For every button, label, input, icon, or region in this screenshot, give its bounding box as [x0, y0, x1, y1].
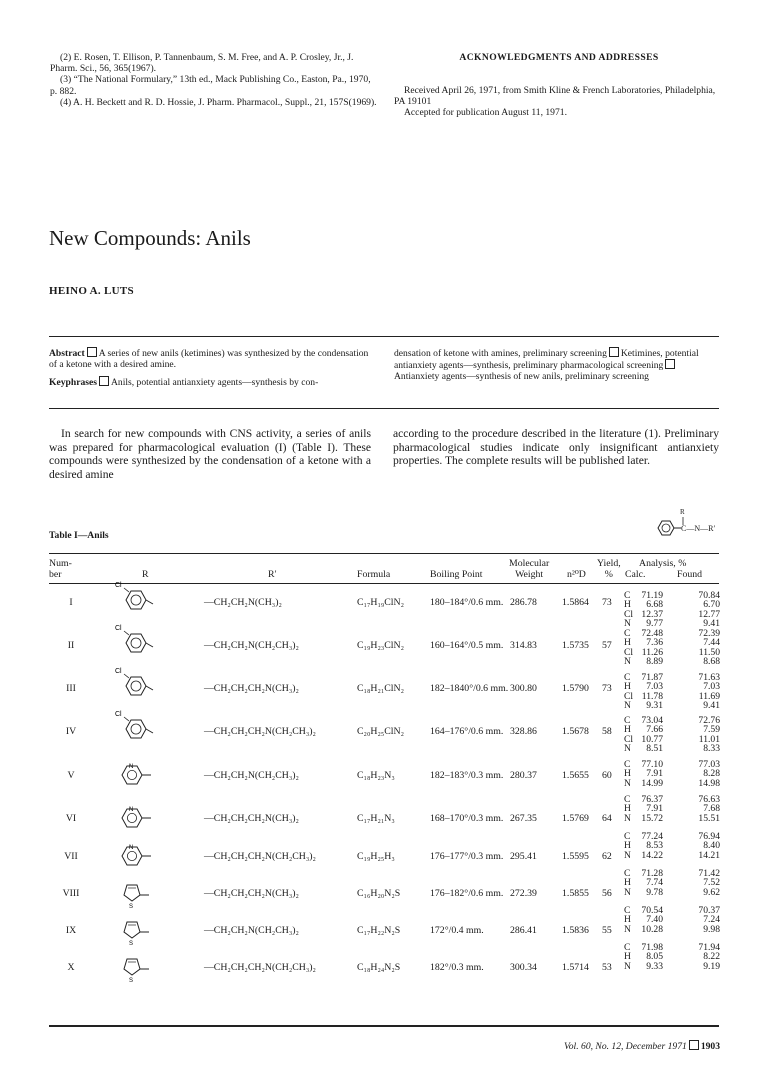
analysis-block	[624, 943, 720, 971]
header-rprime: R′	[268, 569, 277, 580]
thienyl-structure-icon	[115, 880, 157, 915]
analysis-line	[624, 814, 720, 823]
analysis-found: 9.62	[703, 886, 720, 898]
yield: 73	[602, 597, 612, 608]
formula: C₁₈H₂₃N₃	[357, 770, 395, 781]
analysis-calc: 9.33	[646, 960, 663, 972]
row-number: X	[67, 962, 75, 973]
svg-text:S: S	[129, 978, 134, 984]
boiling-point: 182–183°/0.3 mm.	[430, 770, 504, 781]
acknowledgments-heading: ACKNOWLEDGMENTS AND ADDRESSES	[459, 52, 659, 63]
svg-text:Cl: Cl	[115, 625, 122, 632]
header-r: R	[142, 569, 149, 580]
analysis-found: 76.94	[698, 831, 720, 842]
header-yield: Yield, %	[597, 558, 621, 580]
analysis-found: 72.76	[698, 715, 720, 726]
refractive-index: 1.5678	[562, 726, 589, 737]
yield: 58	[602, 726, 612, 737]
table-bottom-rule	[49, 1025, 719, 1027]
analysis-found: 9.41	[703, 618, 720, 630]
box-glyph	[689, 1040, 699, 1050]
r-prime: —CH₂CH₂N(CH₂CH₃)₂	[204, 640, 299, 651]
molecular-weight: 328.86	[510, 726, 537, 737]
analysis-found: 71.42	[698, 868, 720, 879]
boiling-point: 180–184°/0.6 mm.	[430, 597, 504, 608]
analysis-element: N	[624, 743, 631, 755]
analysis-found: 8.40	[703, 840, 720, 852]
header-refractive-index: n²⁰D	[567, 569, 586, 580]
abstract-left	[49, 347, 374, 389]
abstract-right-text-2: Ketimines, potential antianxiety agents—synthesis, preliminary pharmacological screening	[394, 348, 699, 372]
analysis-element: N	[624, 618, 631, 630]
analysis-found: 72.39	[698, 628, 720, 639]
refractive-index: 1.5769	[562, 813, 589, 824]
box-glyph	[609, 347, 619, 357]
svg-text:S: S	[129, 941, 134, 947]
analysis-element: N	[624, 700, 631, 712]
analysis-element: N	[624, 923, 631, 935]
received-note: Received April 26, 1971, from Smith Kline & French Laboratories, Philadelphia, PA 19101	[394, 85, 716, 108]
yield: 73	[602, 683, 612, 694]
refractive-index: 1.5595	[562, 851, 589, 862]
analysis-element: H	[624, 951, 631, 963]
molecular-weight: 300.34	[510, 962, 537, 973]
analysis-element: H	[624, 724, 631, 736]
analysis-found: 70.37	[698, 905, 720, 916]
r-prime: —CH₂CH₂CH₂N(CH₂CH₃)₂	[204, 726, 316, 737]
svg-text:N: N	[129, 764, 134, 770]
analysis-calc: 71.98	[641, 942, 663, 953]
accepted-note: Accepted for publication August 11, 1971.	[404, 107, 567, 119]
header-number: Num- ber	[49, 558, 72, 580]
molecular-weight: 295.41	[510, 851, 537, 862]
chlorophenyl-structure-icon	[115, 664, 157, 705]
pyridyl-structure-icon	[115, 805, 157, 840]
refractive-index: 1.5714	[562, 962, 589, 973]
analysis-calc: 15.72	[641, 812, 663, 824]
analysis-element: H	[624, 599, 631, 611]
analysis-line	[624, 779, 720, 788]
analysis-calc: 9.77	[646, 618, 663, 630]
boiling-point: 172°/0.4 mm.	[430, 925, 484, 936]
abstract-right-text: densation of ketone with amines, preliminary screening	[394, 348, 607, 359]
analysis-block	[624, 760, 720, 788]
row-number: VII	[64, 851, 78, 862]
yield: 64	[602, 813, 612, 824]
yield: 60	[602, 770, 612, 781]
analysis-found: 77.03	[698, 759, 720, 770]
svg-text:Cl: Cl	[115, 711, 122, 718]
analysis-found: 8.28	[703, 768, 720, 780]
analysis-calc: 72.48	[641, 628, 663, 639]
formula: C₁₇H₁₉ClN₂	[357, 597, 405, 608]
analysis-calc: 7.03	[646, 681, 663, 693]
r-prime: —CH₂CH₂N(CH₂CH₃)₂	[204, 925, 299, 936]
header-analysis: Analysis, %	[639, 558, 687, 569]
analysis-calc: 10.28	[641, 923, 663, 935]
molecular-weight: 272.39	[510, 888, 537, 899]
analysis-calc: 73.04	[641, 715, 663, 726]
page-number: 1903	[700, 1041, 720, 1052]
formula: C₁₈H₂₄N₂S	[357, 962, 401, 973]
header-formula: Formula	[357, 569, 391, 580]
analysis-element: N	[624, 777, 631, 789]
r-prime: —CH₂CH₂CH₂N(CH₃)₂	[204, 683, 299, 694]
yield: 56	[602, 888, 612, 899]
r-prime: —CH₂CH₂CH₂N(CH₃)₂	[204, 888, 299, 899]
analysis-calc: 14.99	[641, 777, 663, 789]
r-prime: —CH₂CH₂CH₂N(CH₃)₂	[204, 813, 299, 824]
page-footer	[500, 1040, 720, 1052]
r-prime: —CH₂CH₂CH₂N(CH₂CH₃)₂	[204, 851, 316, 862]
analysis-line	[624, 744, 720, 753]
boiling-point: 182–1840°/0.6 mm.	[430, 683, 509, 694]
analysis-block	[624, 629, 720, 667]
r-prime: —CH₂CH₂CH₂N(CH₂CH₃)₂	[204, 962, 316, 973]
article-title: New Compounds: Anils	[49, 226, 251, 250]
analysis-calc: 7.74	[646, 877, 663, 889]
reference-3: (3) “The National Formulary,” 13th ed., Mack Publishing Co., Easton, Pa., 1970, p. 882.	[50, 74, 371, 97]
analysis-found: 11.50	[698, 646, 720, 658]
row-number: II	[67, 640, 75, 651]
header-found: Found	[677, 569, 703, 580]
yield: 62	[602, 851, 612, 862]
boiling-point: 164–176°/0.6 mm.	[430, 726, 504, 737]
boiling-point: 176–177°/0.3 mm.	[430, 851, 504, 862]
analysis-found: 7.52	[703, 877, 720, 889]
analysis-found: 7.03	[703, 681, 720, 693]
analysis-found: 8.33	[703, 743, 720, 755]
analysis-element: C	[624, 628, 631, 639]
abstract-top-rule	[49, 336, 719, 337]
r-prime: —CH₂CH₂N(CH₂CH₃)₂	[204, 770, 299, 781]
pyridyl-structure-icon	[115, 762, 157, 797]
analysis-element: N	[624, 812, 631, 824]
analysis-found: 11.69	[698, 690, 720, 702]
refractive-index: 1.5655	[562, 770, 589, 781]
analysis-calc: 71.28	[641, 868, 663, 879]
analysis-calc: 6.68	[646, 599, 663, 611]
header-molecular-weight: Molecular Weight	[509, 558, 550, 580]
author-name: HEINO A. LUTS	[49, 285, 134, 297]
analysis-element: N	[624, 656, 631, 668]
analysis-calc: 7.36	[646, 637, 663, 649]
analysis-found: 11.01	[698, 733, 720, 745]
analysis-calc: 7.91	[646, 768, 663, 780]
analysis-block	[624, 591, 720, 629]
analysis-found: 71.94	[698, 942, 720, 953]
abstract-label: Abstract	[49, 348, 85, 359]
scheme-r-label: R	[680, 508, 685, 516]
analysis-found: 8.68	[703, 656, 720, 668]
box-glyph	[665, 359, 675, 369]
row-number: III	[66, 683, 76, 694]
analysis-element: Cl	[624, 733, 634, 745]
svg-text:N: N	[129, 807, 134, 813]
analysis-calc: 9.31	[646, 700, 663, 712]
body-right-column: according to the procedure described in the literature (1). Preliminary pharmacological studies indicate only insignificant antianxiety properties. The complete results will be published later.	[393, 427, 719, 468]
references	[50, 52, 380, 108]
analysis-calc: 8.53	[646, 840, 663, 852]
yield: 55	[602, 925, 612, 936]
row-number: IV	[65, 726, 77, 737]
analysis-found: 14.98	[698, 777, 720, 789]
analysis-calc: 9.78	[646, 886, 663, 898]
analysis-element: N	[624, 886, 631, 898]
chlorophenyl-structure-icon	[115, 621, 157, 662]
analysis-line	[624, 888, 720, 897]
analysis-line	[624, 851, 720, 860]
analysis-calc: 8.05	[646, 951, 663, 963]
analysis-found: 9.19	[703, 960, 720, 972]
header-calc: Calc.	[625, 569, 646, 580]
molecular-weight: 286.41	[510, 925, 537, 936]
body-left-column: In search for new compounds with CNS activity, a series of anils was prepared for pharmacological evaluation (I) (Table I). These compounds were synthesized by the condensation of a ketone with a desired amine	[49, 427, 371, 481]
reference-2: (2) E. Rosen, T. Ellison, P. Tannenbaum, S. M. Free, and A. P. Crosley, Jr., J. Pharm. Sci., 56, 365(1967).	[50, 52, 354, 75]
refractive-index: 1.5864	[562, 597, 589, 608]
formula: C₁₉H₂₅H₃	[357, 851, 395, 862]
analysis-element: Cl	[624, 690, 634, 702]
formula: C₁₆H₂₀N₂S	[357, 888, 401, 899]
analysis-found: 71.63	[698, 672, 720, 683]
box-glyph	[99, 376, 109, 386]
analysis-line	[624, 962, 720, 971]
analysis-element: C	[624, 868, 631, 879]
analysis-calc: 7.40	[646, 914, 663, 926]
analysis-element: Cl	[624, 608, 634, 620]
table-caption: Table I—Anils	[49, 530, 109, 541]
analysis-line	[624, 925, 720, 934]
analysis-element: C	[624, 672, 631, 683]
analysis-block	[624, 832, 720, 860]
analysis-element: C	[624, 942, 631, 953]
analysis-calc: 77.24	[641, 831, 663, 842]
formula: C₂₀H₂₅ClN₂	[357, 726, 405, 737]
chlorophenyl-structure-icon	[115, 578, 157, 619]
row-number: IX	[65, 925, 77, 936]
analysis-element: N	[624, 960, 631, 972]
keyphrases-label: Keyphrases	[49, 377, 97, 389]
molecular-weight: 267.35	[510, 813, 537, 824]
formula: C₁₇H₂₁N₃	[357, 813, 395, 824]
svg-text:N: N	[129, 845, 134, 851]
molecular-weight: 286.78	[510, 597, 537, 608]
analysis-calc: 71.87	[641, 672, 663, 683]
analysis-block	[624, 716, 720, 754]
yield: 57	[602, 640, 612, 651]
molecular-weight: 280.37	[510, 770, 537, 781]
analysis-line	[624, 701, 720, 710]
analysis-found: 7.68	[703, 803, 720, 815]
general-structure	[648, 508, 728, 544]
svg-text:Cl: Cl	[115, 668, 122, 675]
analysis-found: 7.24	[703, 914, 720, 926]
reference-4: (4) A. H. Beckett and R. D. Hossie, J. Pharm. Pharmacol., Suppl., 21, 157S(1969).	[60, 96, 377, 108]
analysis-element: H	[624, 914, 631, 926]
analysis-found: 6.70	[703, 599, 720, 611]
analysis-element: Cl	[624, 646, 634, 658]
analysis-element: H	[624, 803, 631, 815]
yield: 53	[602, 962, 612, 973]
svg-text:Cl: Cl	[115, 582, 122, 589]
refractive-index: 1.5790	[562, 683, 589, 694]
analysis-found: 12.77	[698, 608, 720, 620]
molecular-weight: 314.83	[510, 640, 537, 651]
analysis-calc: 7.66	[646, 724, 663, 736]
analysis-element: H	[624, 840, 631, 852]
analysis-calc: 76.37	[641, 794, 663, 805]
molecular-weight: 300.80	[510, 683, 537, 694]
chlorophenyl-structure-icon	[115, 707, 157, 748]
analysis-element: H	[624, 637, 631, 649]
analysis-element: C	[624, 759, 631, 770]
box-glyph	[87, 347, 97, 357]
analysis-element: H	[624, 681, 631, 693]
analysis-calc: 8.89	[646, 656, 663, 668]
header-boiling-point: Boiling Point	[430, 569, 483, 580]
acknowledgments	[394, 52, 724, 119]
analysis-line	[624, 657, 720, 666]
boiling-point: 182°/0.3 mm.	[430, 962, 484, 973]
table-top-rule	[49, 553, 719, 554]
analysis-calc: 11.26	[641, 646, 663, 658]
analysis-element: C	[624, 590, 631, 601]
analysis-calc: 10.77	[641, 733, 663, 745]
analysis-found: 14.21	[698, 849, 720, 861]
analysis-found: 15.51	[698, 812, 720, 824]
analysis-found: 76.63	[698, 794, 720, 805]
formula: C₁₉H₂₃ClN₂	[357, 640, 405, 651]
abstract-bottom-rule	[49, 408, 719, 409]
analysis-element: C	[624, 905, 631, 916]
analysis-calc: 71.19	[641, 590, 663, 601]
analysis-calc: 8.51	[646, 743, 663, 755]
boiling-point: 160–164°/0.5 mm.	[430, 640, 504, 651]
formula: C₁₈H₂₁ClN₂	[357, 683, 405, 694]
analysis-element: N	[624, 849, 631, 861]
abstract-right	[394, 347, 719, 383]
boiling-point: 176–182°/0.6 mm.	[430, 888, 504, 899]
row-number: V	[67, 770, 75, 781]
refractive-index: 1.5836	[562, 925, 589, 936]
row-number: I	[69, 597, 73, 608]
analysis-found: 7.44	[703, 637, 720, 649]
row-number: VIII	[62, 888, 80, 899]
refractive-index: 1.5735	[562, 640, 589, 651]
analysis-element: C	[624, 831, 631, 842]
svg-text:S: S	[129, 904, 134, 910]
thienyl-structure-icon	[115, 954, 157, 989]
analysis-element: H	[624, 768, 631, 780]
boiling-point: 168–170°/0.3 mm.	[430, 813, 504, 824]
analysis-block	[624, 795, 720, 823]
analysis-found: 9.98	[703, 923, 720, 935]
analysis-calc: 77.10	[641, 759, 663, 770]
formula: C₁₇H₂₂N₂S	[357, 925, 401, 936]
abstract-text: A series of new anils (ketimines) was synthesized by the condensation of a ketone with a desired amine.	[49, 348, 369, 371]
abstract-right-text-3: Antianxiety agents—synthesis of new anils, preliminary screening	[394, 371, 649, 383]
analysis-found: 9.41	[703, 700, 720, 712]
analysis-found: 7.59	[703, 724, 720, 736]
analysis-calc: 11.78	[641, 690, 663, 702]
analysis-calc: 7.91	[646, 803, 663, 815]
refractive-index: 1.5855	[562, 888, 589, 899]
analysis-found: 70.84	[698, 590, 720, 601]
analysis-element: C	[624, 794, 631, 805]
row-number: VI	[65, 813, 77, 824]
thienyl-structure-icon	[115, 917, 157, 952]
analysis-calc: 70.54	[641, 905, 663, 916]
scheme-bottom-label: C—N—R′	[681, 524, 716, 533]
analysis-calc: 14.22	[641, 849, 663, 861]
pyridyl-structure-icon	[115, 843, 157, 878]
analysis-element: C	[624, 715, 631, 726]
r-prime: —CH₂CH₂N(CH₃)₂	[204, 597, 282, 608]
analysis-block	[624, 906, 720, 934]
analysis-calc: 12.37	[641, 608, 663, 620]
journal-citation: Vol. 60, No. 12, December 1971	[563, 1041, 687, 1052]
analysis-element: H	[624, 877, 631, 889]
analysis-block	[624, 869, 720, 897]
analysis-found: 8.22	[703, 951, 720, 963]
analysis-block	[624, 673, 720, 711]
keyphrases-text: Anils, potential antianxiety agents—synthesis by con-	[110, 377, 319, 389]
